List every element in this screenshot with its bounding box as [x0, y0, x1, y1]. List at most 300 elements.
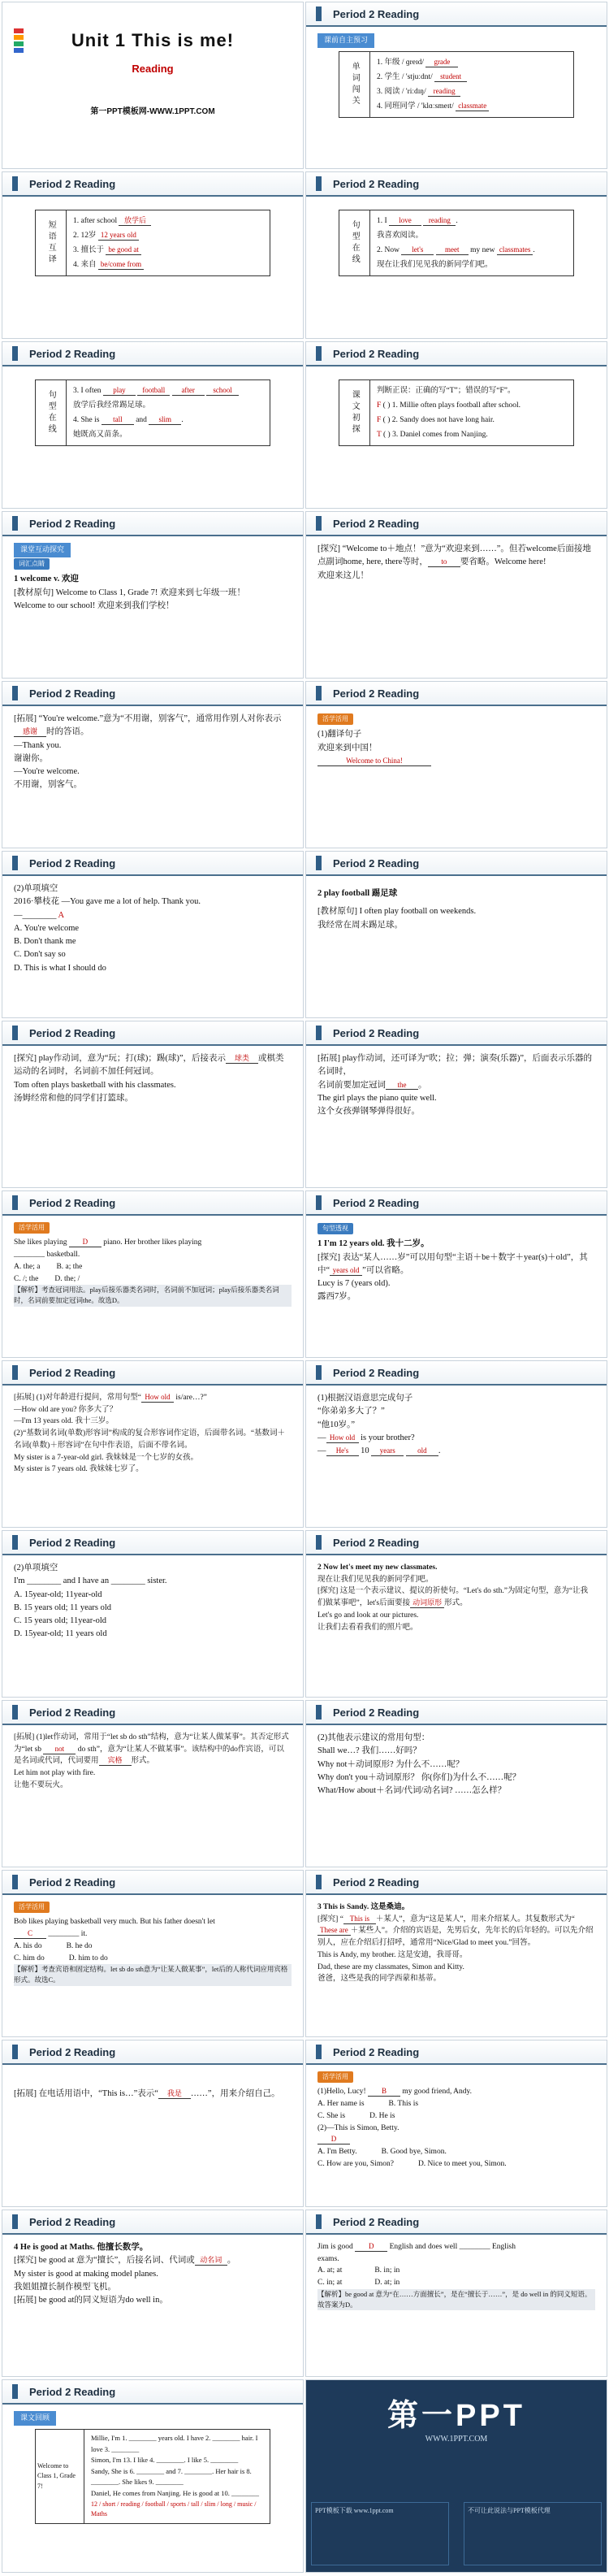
text-s23-o-1: B. he do [66, 1941, 93, 1950]
text-s24-l6: 爸爸，这些是我的同学西蒙和基蒂。 [317, 1975, 442, 1984]
text-s10-l1: (1)翻译句子 [317, 730, 362, 739]
text-s15-note: 【解析】考查冠词用法。play后接乐器类名词时，名词前不加冠词；play后接乐器类名词时，名词前要加定冠词the。故选D。 [14, 1285, 292, 1306]
text-s26-o2-0: A. I'm Betty. [317, 2147, 357, 2156]
text-s2-ans-2: reading [428, 87, 460, 97]
slide-5-sentences [2, 341, 304, 509]
text-s23-note: 【解析】考查宾语和固定结构。let sb do sth意为“让某人做某事”，let后的人称代词应用宾格形式。故选C。 [14, 1964, 292, 1985]
text-s6-items-0: ( ) 1. Millie often plays football after school. [382, 401, 521, 410]
slide-8-welcome-explore [305, 511, 607, 679]
text-s10-ans: Welcome to China! [317, 757, 431, 766]
source-label: 第一PPT模板网-WWW.1PPT.COM [90, 107, 215, 116]
text-s26-ans-0: B [368, 2087, 400, 2097]
text-s15-tag: 活学活用 [14, 1222, 50, 1234]
text-hdr: Period 2 Reading [29, 856, 116, 870]
text-s15-o-3: D. the; / [54, 1274, 80, 1283]
slide-3-phrases [2, 171, 304, 339]
text-s19-o-3: D. 15year-old; 11 years old [14, 1629, 107, 1639]
text-s10-tag: 活学活用 [317, 713, 353, 725]
text-s3-ans-0: 放学后 [119, 216, 151, 226]
text-s24-l2: ＋某人”，意为“这是某人”，用来介绍某人。其复数形式为“ [375, 1915, 575, 1923]
text-s15-o-0: A. the; a [14, 1262, 41, 1271]
text-s28-o-1: B. in; in [374, 2266, 400, 2275]
text-s17-l4: —I'm 13 years old. 我十三岁。 [14, 1417, 114, 1426]
text-s4-r1a: 1. I [377, 217, 390, 225]
text-s5-r1a: 3. I often [73, 387, 103, 395]
text-s26-tag: 活学活用 [317, 2071, 353, 2083]
text-s26-o1-3: D. He is [369, 2111, 395, 2120]
slide-27-good-at [2, 2210, 304, 2377]
text-hdr: Period 2 Reading [29, 177, 116, 190]
book-logo-icon [14, 28, 24, 53]
text-s26-l2: my good friend, Andy. [400, 2088, 473, 2097]
text-s11-ans: A [58, 910, 65, 920]
text-s2-ans-0: grade [425, 58, 458, 67]
text-s4-r2t: 现在让我们见见我的新同学们吧。 [377, 261, 493, 270]
text-s3-rows-3: 4. 来自 [73, 261, 98, 270]
text-s20-ans: 动词原形 [410, 1598, 444, 1608]
text-s30-right: 不可让此说法与PPT模板代理 [468, 2507, 551, 2514]
text-s3-ans-2: be good at [106, 245, 141, 255]
text-s4-r1t: 我喜欢阅读。 [377, 232, 424, 241]
slide-28-choice [305, 2210, 607, 2377]
text-s4-ans-4: classmates [497, 245, 533, 255]
phrase-row [73, 258, 263, 272]
text-s5-ans-5: slim [149, 415, 181, 425]
text-s28-l2: English and does well ________ English [387, 2243, 516, 2251]
text-s29-rows-0: Millie, I'm 1. ________ years old. I have 2. ________ hair. I love 3. ________ [91, 2433, 258, 2453]
text-s2-rows-2: 3. 阅读 / 'riːdɪŋ/ [377, 88, 429, 97]
text-hdr: Period 2 Reading [333, 1026, 420, 1039]
slide-9-youre-welcome [2, 681, 304, 848]
text-s5-ans-4: tall [102, 415, 134, 425]
slide-20-lets [305, 1530, 607, 1698]
text-hdr: Period 2 Reading [333, 517, 420, 530]
text-s21-l2: do sth”，意为“让某人不做某事”。该结构中的do作宾语，可以是名词或代词，代词要用 [14, 1745, 284, 1766]
text-s17-l7: My sister is 7 years old. 我妹妹七岁了。 [14, 1465, 144, 1474]
text-hdr: Period 2 Reading [29, 2045, 116, 2058]
text-s12-w: 2 play football 踢足球 [317, 889, 398, 898]
text-hdr: Period 2 Reading [29, 687, 116, 700]
text-s17-l3: —How old are you? 你多大了？ [14, 1405, 118, 1414]
text-hdr: Period 2 Reading [333, 2045, 420, 2058]
text-s18-ans-2: years [371, 1446, 404, 1456]
text-s4-ans-2: let's [401, 245, 434, 255]
text-s6-ans-0: F [377, 401, 382, 410]
text-s9-ans: 感谢 [14, 727, 46, 737]
text-s24-l3: ＋某些人”。介绍的宾语是，先男后女，先年长的后年轻的。可以先介绍别人，应在介绍后打招呼，通常用“Nice/Glad to meet you.”回答。 [317, 1927, 594, 1948]
slide-10-practice [305, 681, 607, 848]
text-s11-o-3: D. This is what I should do [14, 963, 106, 973]
text-s9-l4: 谢谢你。 [14, 753, 48, 763]
text-s25-l2: ……”，用来介绍自己。 [190, 2089, 280, 2098]
text-s18-ans-1: He's [326, 1446, 359, 1456]
text-s23-l1: Bob likes playing basketball very much. But his father doesn't let [14, 1918, 215, 1927]
text-s2-ans-3: classmate [456, 102, 489, 111]
slide-18-translate [305, 1360, 607, 1528]
text-s5-r2a: 4. She is [73, 416, 102, 425]
text-s26-l3: (2)—This is Simon, Betty. [317, 2123, 400, 2132]
text-s18-l5b: 10 [361, 1446, 369, 1456]
text-s4-ans-0: love [389, 216, 421, 226]
text-s11-l2: 2016·攀枝花 —You gave me a lot of help. Thank you. [14, 897, 201, 907]
section-banner: 课前自主预习 [317, 33, 374, 48]
slide-header: Period 2 Reading [333, 7, 420, 20]
slide-30-ad [305, 2379, 607, 2573]
text-hdr: Period 2 Reading [29, 2215, 116, 2228]
text-hdr: Period 2 Reading [333, 177, 420, 190]
text-s18-ans-3: old [406, 1446, 438, 1456]
slide-4-sentences [305, 171, 607, 339]
text-s20-l1: [探究] 这是一个表示建议、提议的祈使句。“Let's do sth.”为固定句型，意为“让我们做某事吧”，let's后面要接 [317, 1587, 589, 1608]
text-s8-l3: 欢迎来这儿！ [317, 570, 369, 580]
text-s21-l3: 形式。 [131, 1757, 155, 1766]
text-s17-l5: (2)“基数词名词(单数)形容词”构成的复合形容词作定语，后面带名词。“基数词＋名词(单数)＋形容词”在句中作表语，后面不带名词。 [14, 1429, 286, 1450]
text-s26-o1-1: B. This is [388, 2100, 419, 2109]
text-s22-l3: Why not＋动词原形? 为什么不……呢？ [317, 1759, 464, 1769]
text-s28-o-2: C. in; at [317, 2279, 343, 2288]
text-s4-ans-1: reading [423, 216, 456, 226]
text-s5-r2b: and [133, 416, 149, 425]
text-s15-l2: piano. Her brother likes playing [101, 1238, 202, 1247]
text-s10-l2: 欢迎来到中国！ [317, 743, 378, 752]
text-s8-l1: [探究] “Welcome to＋地点！”意为“欢迎来到……”。但若welcome后面接地点副词home, here, there等时， [317, 544, 591, 567]
text-s4-r2c: my new [468, 246, 497, 255]
text-hdr: Period 2 Reading [333, 856, 420, 870]
text-s17-l6: My sister is a 7-year-old girl. 我妹妹是一个七岁的女孩。 [14, 1453, 198, 1462]
text-s11-l1: (2)单项填空 [14, 884, 58, 893]
text-s27-l5: [拓展] be good at的同义短语为do well in。 [14, 2296, 168, 2305]
slide-26-practice [305, 2040, 607, 2207]
text-s3-lab: 短语互译 [36, 210, 67, 275]
text-s16-tag: 句型透视 [317, 1223, 353, 1234]
text-hdr: Period 2 Reading [333, 347, 420, 360]
text-s8-l2: 要省略。Welcome here! [460, 557, 546, 567]
text-s6-head: 判断正误：正确的写“T”；错误的写“F”。 [377, 387, 516, 395]
text-s18-l4b: is your brother? [358, 1433, 415, 1442]
text-s17-l1: [拓展] (1)对年龄进行提问，常用句型“ [14, 1394, 141, 1402]
text-s19-o-0: A. 15year-old; 11year-old [14, 1589, 102, 1599]
word-row [377, 99, 567, 114]
text-s9-l1: [拓展] “You're welcome.”意为“不用谢，别客气”，通常用作别人对你表示 [14, 714, 282, 723]
text-s16-w: 1 I'm 12 years old. 我十二岁。 [317, 1239, 430, 1249]
text-s30-left: PPT模板下载 www.1ppt.com [315, 2507, 394, 2514]
text-hdr: Period 2 Reading [29, 347, 116, 360]
text-s5-ans-0: play [103, 386, 136, 396]
text-s28-ans: D [355, 2242, 387, 2252]
slide-15-practice [2, 1190, 304, 1358]
text-s24-ans-0: This is [343, 1915, 376, 1924]
text-s6-items-1: ( ) 2. Sandy does not have long hair. [382, 416, 495, 425]
text-s29-ans-5: tall [191, 2500, 200, 2508]
text-hdr: Period 2 Reading [333, 1366, 420, 1379]
text-s4-ans-3: meet [436, 245, 469, 255]
text-s18-l3: “他10岁。” [317, 1420, 356, 1429]
text-s29-ans-2: reading [120, 2500, 140, 2508]
text-s16-l2: ”可以省略。 [362, 1265, 409, 1275]
text-s15-ans: D [69, 1238, 102, 1247]
text-s14-l5: 这个女孩弹钢琴弹得很好。 [317, 1107, 420, 1117]
text-s3-rows-1: 2. 12岁 [73, 232, 98, 241]
text-s3-ans-3: be/come from [98, 260, 144, 270]
text-s4-r1c: . [456, 217, 458, 225]
text-s29-rows-2: Sandy, She is 6. ________ and 7. ________. Her hair is 8. ________. She likes 9. ________ [91, 2466, 252, 2487]
text-s22-l1: (2)其他表示建议的常用句型： [317, 1733, 430, 1742]
text-s23-o-2: C. him do [14, 1954, 45, 1962]
text-s14-ans: the [386, 1081, 418, 1091]
text-s27-ans: 动名词 [195, 2256, 227, 2266]
text-s20-l2: 形式。 [444, 1599, 468, 1608]
text-s28-l1: Jim is good [317, 2243, 356, 2251]
text-s2-rows-3: 4. 同班同学 / 'klɑːsmeɪt/ [377, 102, 456, 111]
unit-title: Unit 1 This is me! [71, 30, 235, 50]
text-s28-note: 【解析】be good at 意为“在……方面擅长”，是在“擅长于……”，是 do well in 的同义短语。故答案为D。 [317, 2289, 595, 2310]
slide-25-phone [2, 2040, 304, 2207]
text-s6-items-2: ( ) 3. Daniel comes from Nanjing. [383, 431, 488, 440]
text-s18-l4a: — [317, 1433, 326, 1442]
text-s23-ans: C [14, 1929, 46, 1939]
text-s26-l1: (1)Hello, Lucy! [317, 2088, 368, 2097]
text-hdr: Period 2 Reading [29, 1876, 116, 1889]
text-s6-lab: 课文初探 [339, 380, 370, 445]
text-s29-ans-9: Maths [91, 2510, 107, 2518]
ppt-logo: 第一PPT [387, 2399, 525, 2433]
text-s13-l2: 或棋类运动的名词时，名词前不加任何冠词。 [14, 1054, 284, 1077]
text-hdr: Period 2 Reading [333, 687, 420, 700]
text-s9-l6: 不用谢，别客气。 [14, 780, 82, 790]
text-s9-l5: —You're welcome. [14, 767, 80, 777]
text-s13-l4: 汤姆经常和他的同学们打篮球。 [14, 1093, 133, 1103]
text-s5-r1t: 放学后我经常踢足球。 [73, 401, 151, 410]
text-s27-l3: My sister is good at making model planes. [14, 2269, 158, 2279]
text-s6-ans-1: F [377, 416, 382, 425]
text-s29-banner: 课文回顾 [14, 2411, 56, 2426]
text-s20-wt: 现在让我们见见我的新同学们吧。 [317, 1575, 434, 1584]
text-hdr: Period 2 Reading [29, 1706, 116, 1719]
text-s3-ans-1: 12 years old [98, 231, 139, 241]
text-s2-ans-1: student [434, 72, 467, 82]
phrase-row [73, 214, 263, 228]
text-s11-o-0: A. You're welcome [14, 923, 80, 933]
text-s14-l2: 名词前要加定冠词 [317, 1080, 386, 1090]
text-hdr: Period 2 Reading [333, 1196, 420, 1209]
text-s2-rows-1: 2. 学生 / 'stjuːdnt/ [377, 72, 435, 81]
link-list-left[interactable] [311, 2502, 449, 2565]
text-s22-l4: Why don't you＋动词原形？ 你(你们)为什么不……呢？ [317, 1772, 521, 1782]
slide-6-text [305, 341, 607, 509]
text-s11-o-2: C. Don't say so [14, 950, 66, 960]
text-s20-w: 2 Now let's meet my new classmates. [317, 1563, 438, 1572]
text-s19-o-1: B. 15 years old; 11 years old [14, 1602, 112, 1612]
text-s27-l4: 我姐姐擅长制作模型飞机。 [14, 2282, 116, 2292]
text-s21-l4: Let him not play with fire. [14, 1769, 96, 1778]
text-s16-l3: Lucy is 7 (years old). [317, 1279, 391, 1289]
text-hdr: Period 2 Reading [29, 517, 116, 530]
text-s7-w: 1 welcome v. 欢迎 [14, 575, 79, 584]
text-s26-o1-0: A. Her name is [317, 2100, 365, 2109]
table-label: 单词闯关 [339, 52, 370, 117]
text-s29-ans-8: music [237, 2500, 253, 2508]
slide-16-age [305, 1190, 607, 1358]
text-s26-o2-3: D. Nice to meet you, Simon. [417, 2159, 507, 2168]
text-s13-ans: 球类 [226, 1054, 258, 1064]
text-s11-o-1: B. Don't thank me [14, 937, 76, 947]
slide-22-suggestions [305, 1700, 607, 1867]
text-s20-l4: 让我们去看看我们的照片吧。 [317, 1623, 418, 1632]
text-s4-r2a: 2. Now [377, 246, 402, 255]
text-s25-ans: 我是 [158, 2089, 191, 2099]
text-s15-o-1: B. a; the [56, 1262, 83, 1271]
text-s20-l3: Let's go and look at our pictures. [317, 1611, 419, 1620]
text-hdr: Period 2 Reading [333, 2215, 420, 2228]
text-s14-l3: 。 [418, 1080, 427, 1090]
text-s29-ans-4: sports [170, 2500, 186, 2508]
text-s3-rows-0: 1. after school [73, 217, 119, 225]
text-s5-ans-1: football [137, 386, 170, 396]
text-s29-ans-1: short [102, 2500, 116, 2508]
text-s24-l1: [探究] “ [317, 1915, 343, 1923]
word-row [377, 85, 567, 99]
text-s7-ex1: [教材原句] Welcome to Class 1, Grade 7! 欢迎来到七年级一班！ [14, 588, 245, 597]
text-s23-o-3: D. him to do [68, 1954, 108, 1962]
text-hdr: Period 2 Reading [29, 1536, 116, 1549]
text-s3-rows-2: 3. 擅长于 [73, 246, 106, 255]
slide-2-words [305, 2, 607, 169]
text-s5-ans-3: school [206, 386, 239, 396]
text-s27-l2: 。 [227, 2256, 236, 2266]
text-s12-ex1: [教材原句] I often play football on weekends. [317, 907, 477, 917]
text-s29-ans-3: football [145, 2500, 166, 2508]
text-s18-l5a: — [317, 1446, 326, 1456]
text-s29-ans-0: 12 [91, 2500, 97, 2508]
text-s23-tag: 活学活用 [14, 1902, 50, 1913]
text-s18-l2: “你弟弟多大了？” [317, 1407, 385, 1416]
slide-21-let-extend [2, 1700, 304, 1867]
text-hdr: Period 2 Reading [29, 2385, 116, 2398]
text-s9-l3: —Thank you. [14, 740, 62, 750]
text-s29-rows-1: Simon, I'm 13. I like 4. ________. I like 5. ________ [91, 2456, 239, 2465]
text-s5-r2c: . [181, 416, 184, 425]
slide-14-play-extend [305, 1021, 607, 1188]
phrase-row [73, 228, 263, 243]
text-hdr: Period 2 Reading [333, 1536, 420, 1549]
text-s22-l2: Shall we…? 我们……好吗？ [317, 1746, 421, 1756]
text-s24-l5: Dad, these are my classmates, Simon and Kitty. [317, 1962, 464, 1971]
word-row [377, 70, 567, 85]
text-s29-lab: Welcome to Class 1, Grade 7! [36, 2430, 84, 2523]
text-s26-o2-1: B. Good bye, Simon. [381, 2147, 447, 2156]
text-s16-ans: years old [330, 1266, 362, 1276]
text-s26-o1-2: C. She is [317, 2111, 346, 2120]
text-s27-w: 4 He is good at Maths. 他擅长数学。 [14, 2243, 149, 2252]
slide-1-title [2, 2, 304, 169]
text-s19-l1: (2)单项填空 [14, 1563, 58, 1572]
text-s18-l1: (1)根据汉语意思完成句子 [317, 1394, 413, 1403]
text-s24-ans-1: These are [317, 1926, 351, 1936]
text-s28-o-0: A. at; at [317, 2266, 343, 2275]
ppt-url[interactable]: WWW.1PPT.COM [425, 2435, 488, 2444]
slide-7-welcome [2, 511, 304, 679]
text-s28-o-3: D. at; in [374, 2279, 400, 2288]
text-s23-l2: ________ it. [48, 1930, 88, 1939]
slide-11-choice [2, 851, 304, 1018]
text-hdr: Period 2 Reading [333, 1706, 420, 1719]
text-hdr: Period 2 Reading [29, 1366, 116, 1379]
text-s18-ans-0: How old [326, 1433, 359, 1443]
text-s17-ans: How old [141, 1393, 174, 1403]
text-s11-l3: —________ [14, 910, 57, 920]
text-s5-r2t: 她既高又苗条。 [73, 431, 127, 440]
text-s21-l5: 让他不要玩火。 [14, 1780, 68, 1789]
text-s26-o2-2: C. How are you, Simon? [317, 2159, 394, 2168]
text-s27-l1: [探究] be good at 意为“擅长”，后接名词、代词或 [14, 2256, 195, 2266]
text-s16-l4: 露西7岁。 [317, 1292, 356, 1302]
text-s25-l1: [拓展] 在电话用语中，“This is…”表示“ [14, 2089, 158, 2098]
text-s15-l1: She likes playing [14, 1238, 69, 1247]
text-s8-ans: to [428, 557, 460, 567]
slide-12-play-football [305, 851, 607, 1018]
text-s23-o-0: A. his do [14, 1941, 42, 1950]
text-s24-l4: This is Andy, my brother. 这是安迪，我哥哥。 [317, 1950, 468, 1959]
text-s14-l4: The girl plays the piano quite well. [317, 1093, 437, 1103]
text-hdr: Period 2 Reading [29, 1026, 116, 1039]
text-s24-w: 3 This is Sandy. 这是桑迪。 [317, 1903, 410, 1911]
text-s6-ans-2: T [377, 431, 382, 440]
text-s29-ans-7: long [220, 2500, 232, 2508]
text-s13-l3: Tom often plays basketball with his classmates. [14, 1080, 176, 1090]
text-s5-ans-2: after [172, 386, 205, 396]
slide-24-this-is [305, 1870, 607, 2037]
text-s22-l5: What/How about＋名词/代词/动名词? ……怎么样？ [317, 1786, 507, 1796]
text-s19-l2: I'm ________ and I have an ________ sister. [14, 1576, 167, 1586]
text-s7-tag: 词汇点睛 [14, 558, 50, 570]
text-s7-ex2: Welcome to our school! 欢迎来到我们学校！ [14, 601, 175, 610]
text-hdr: Period 2 Reading [333, 1876, 420, 1889]
slide-19-choice [2, 1530, 304, 1698]
slide-29-review: Period 2 Reading 课文回顾 Welcome to Class 1, Grade 7! Millie, I'm 1. ________ years old. I have 2. ________ hair. I love 3. ________ Simon, I'm 13. I like 4. ________. I like 5. ________ Sandy, She is 6. ________ and 7. ________. Her hair is 8. ________. She likes 9. ________ Daniel, He comes from Nanjing. He is good at 10. ________ 12 / short / reading / football / sports / tall / slim / long / music / Maths [2, 2379, 304, 2573]
text-s4-r2d: . [533, 246, 535, 255]
phrase-row [73, 243, 263, 258]
text-s16-l1: [探究] 表达“某人……岁”可以用句型“主语＋be＋数字＋year(s)＋old”，其中“ [317, 1252, 588, 1275]
text-s7-banner: 课堂互动探究 [14, 543, 71, 557]
text-s2-rows-0: 1. 年级 / ɡreɪd/ [377, 58, 426, 67]
text-s14-l1: [拓展] play作动词，还可译为“吹；拉；弹；演奏(乐器)”，后面表示乐器的名词时， [317, 1054, 593, 1077]
text-s13-l1: [探究] play作动词，意为“玩；打(球)；踢(球)”，后接表示 [14, 1054, 227, 1063]
text-s19-o-2: C. 15 years old; 11year-old [14, 1616, 106, 1626]
text-s21-ans-0: not [43, 1745, 76, 1754]
text-s26-ans-1: D [317, 2135, 350, 2144]
text-s29-ans-6: slim [204, 2500, 216, 2508]
text-s9-l2: 时的答语。 [46, 727, 89, 737]
slide-13-play-explore [2, 1021, 304, 1188]
text-s21-ans-1: 宾格 [99, 1756, 132, 1766]
text-s17-l2: is/are…?” [174, 1394, 207, 1402]
text-s21-l1: [拓展] (1)let作动词，常用于“let sb do sth”结构，意为“让某人做某事”。其否定形式为“let sb [14, 1733, 289, 1754]
text-s12-ex2: 我经常在周末踢足球。 [317, 920, 403, 930]
link-list-right[interactable] [464, 2502, 602, 2565]
text-s28-l3: exams. [317, 2254, 339, 2263]
slide-23-practice [2, 1870, 304, 2037]
text-s29-rows-3: Daniel, He comes from Nanjing. He is good at 10. ________ [91, 2488, 260, 2497]
text-hdr: Period 2 Reading [29, 1196, 116, 1209]
text-s5-lab: 句型在线 [36, 380, 67, 445]
lesson-subtitle: Reading [132, 63, 174, 75]
text-s18-l5c: . [438, 1446, 441, 1456]
word-row [377, 55, 567, 70]
text-s15-o-2: C. /; the [14, 1274, 39, 1283]
text-s15-l3: ________ basketball. [14, 1251, 80, 1260]
slide-17-age-extend [2, 1360, 304, 1528]
text-s4-lab: 句型在线 [339, 210, 370, 275]
